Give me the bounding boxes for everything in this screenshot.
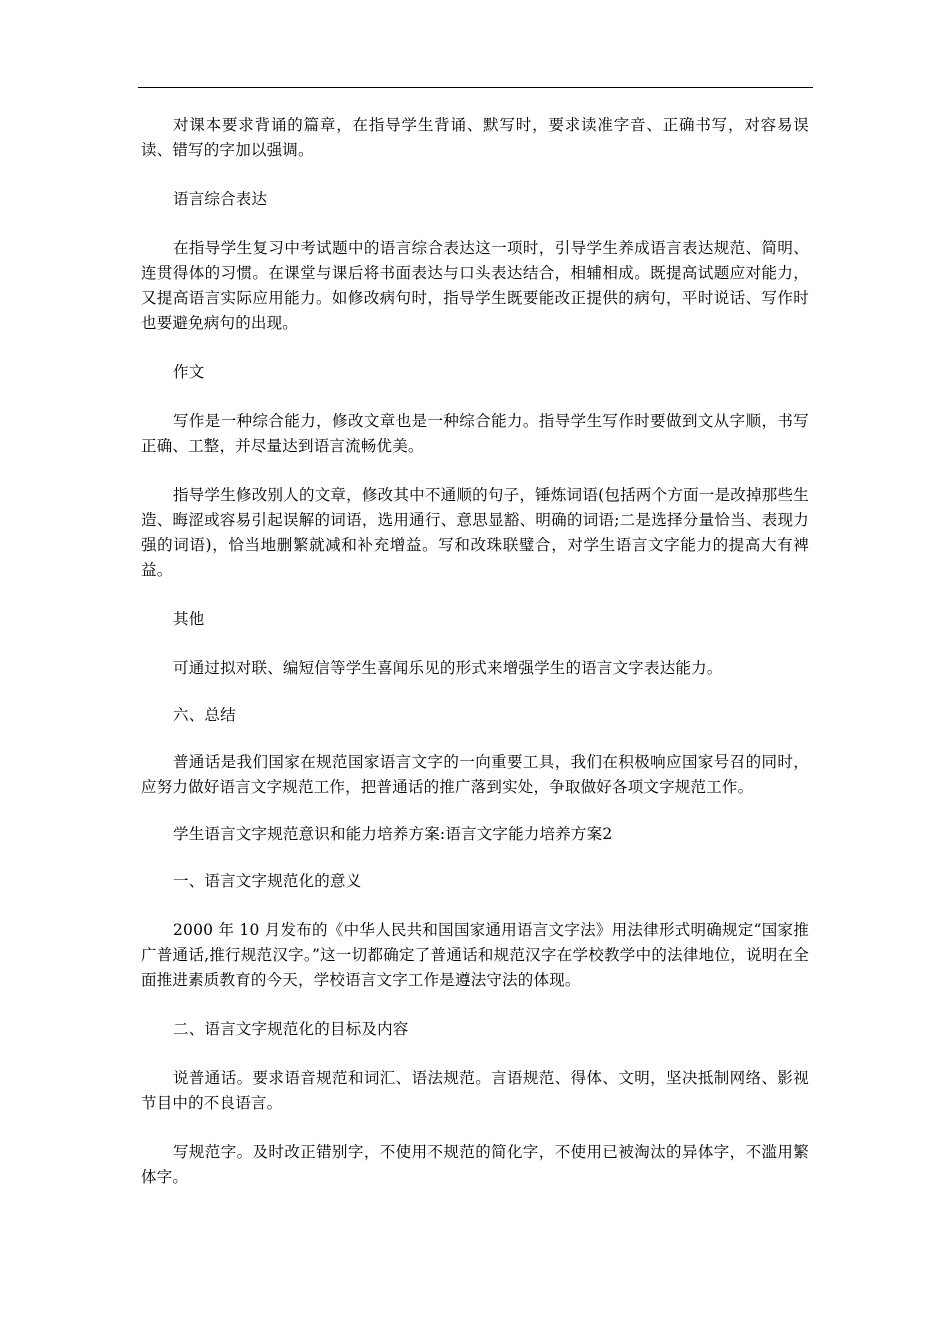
section-title-plan-2: 学生语言文字规范意识和能力培养方案:语言文字能力培养方案2 [173,825,613,843]
paragraph-language-expression: 在指导学生复习中考试题中的语言综合表达这一项时，引导学生养成语言表达规范、简明、连贯得体的习惯。在课堂与课后将书面表达与口头表达结合，相辅相成。既提高试题应对能力，又提高语言实际应用能力。如修改病句时，指导学生既要能改正提供的病句，平时说话、写作时也要避免病句的出现。 [141,239,809,332]
section-heading-other: 其他 [173,610,205,628]
section-heading-summary: 六、总结 [173,706,236,724]
paragraph-other: 可通过拟对联、编短信等学生喜闻乐见的形式来增强学生的语言文字表达能力。 [173,659,723,677]
section-heading-composition: 作文 [173,363,205,381]
paragraph-significance: 2000 年 10 月发布的《中华人民共和国国家通用语言文字法》用法律形式明确规定“国家推广普通话,推行规范汉字。”这一切都确定了普通话和规范汉字在学校教学中的法律地位，说明在全面推进素质教育的今天，学校语言文字工作是遵法守法的体现。 [141,921,809,989]
header-rule [138,87,813,88]
paragraph-mandarin: 说普通话。要求语音规范和词汇、语法规范。言语规范、得体、文明，坚决抵制网络、影视节目中的不良语言。 [141,1069,809,1112]
paragraph-summary: 普通话是我们国家在规范国家语言文字的一向重要工具，我们在积极响应国家号召的同时，应努力做好语言文字规范工作，把普通话的推广落到实处，争取做好各项文字规范工作。 [141,753,809,796]
section-heading-language-expression: 语言综合表达 [173,190,268,208]
document-body [141,113,809,1190]
paragraph-composition: 写作是一种综合能力，修改文章也是一种综合能力。指导学生写作时要做到文从字顺，书写正确、工整，并尽量达到语言流畅优美。 [141,412,809,455]
section-heading-significance: 一、语言文字规范化的意义 [173,872,362,890]
paragraph-revision: 指导学生修改别人的文章，修改其中不通顺的句子，锤炼词语(包括两个方面一是改掉那些生造、晦涩或容易引起误解的词语，选用通行、意思显豁、明确的词语;二是选择分量恰当、表现力强的词语)，恰当地删繁就减和补充增益。写和改珠联璧合，对学生语言文字能力的提高大有裨益。 [141,486,809,579]
paragraph-standard-characters: 写规范字。及时改正错别字，不使用不规范的简化字，不使用已被淘汰的异体字，不滥用繁体字。 [141,1143,809,1186]
paragraph-recitation: 对课本要求背诵的篇章，在指导学生背诵、默写时，要求读准字音、正确书写，对容易误读、错写的字加以强调。 [141,116,809,159]
section-heading-goals: 二、语言文字规范化的目标及内容 [173,1020,409,1038]
